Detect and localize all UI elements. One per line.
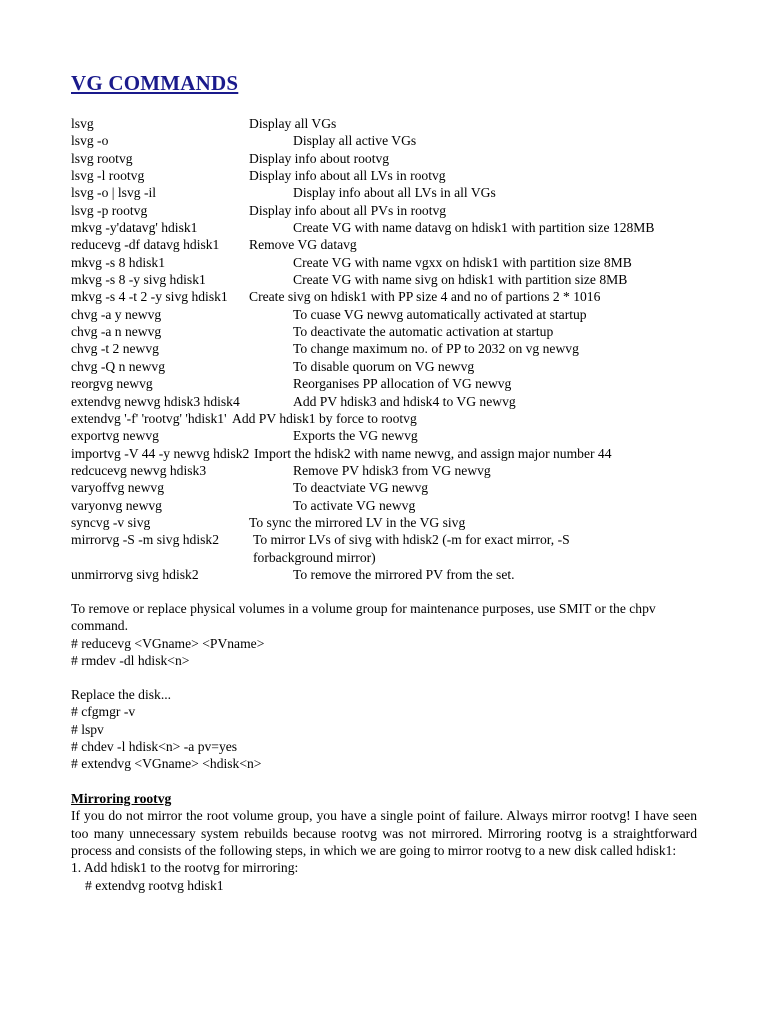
- replace-cmd: # reducevg <VGname> <PVname>: [71, 635, 265, 651]
- mirror-paragraph: If you do not mirror the root volume group, you have a single point of failure. Always mirror rootvg! I have seen too many unnecessary system rebuilds because rootvg was not mirrored. Mirroring rootvg is a straightforward process and consists of the following steps, in which we are going to mirror rootvg to a new disk called hdisk1:: [71, 808, 697, 859]
- command-name: mkvg -s 4 -t 2 -y sivg hdisk1: [71, 289, 228, 305]
- command-row: [71, 202, 711, 219]
- command-name: lsvg -p rootvg: [71, 202, 148, 218]
- command-name: lsvg: [71, 116, 94, 131]
- command-description: Add PV hdisk1 by force to rootvg: [232, 410, 417, 426]
- command-name: lsvg -l rootvg: [71, 168, 145, 184]
- command-row: [71, 323, 711, 340]
- command-name: chvg -t 2 newvg: [71, 341, 159, 357]
- command-row: [71, 340, 711, 357]
- command-table: [71, 115, 711, 583]
- replace-disk-cmd: # extendvg <VGname> <hdisk<n>: [71, 756, 262, 772]
- mirror-step: 1. Add hdisk1 to the rootvg for mirroring:: [71, 860, 299, 876]
- command-name: reducevg -df datavg hdisk1: [71, 237, 220, 253]
- command-row: [71, 393, 711, 410]
- command-name: importvg -V 44 -y newvg hdisk2: [71, 445, 250, 461]
- command-row: [71, 288, 711, 305]
- command-row: [71, 497, 711, 514]
- command-name: mkvg -s 8 hdisk1: [71, 254, 166, 270]
- command-description: Exports the VG newvg: [293, 428, 418, 444]
- page-title: VG COMMANDS: [71, 71, 239, 95]
- command-row: [71, 427, 711, 444]
- command-row: [71, 115, 711, 132]
- command-description: Add PV hdisk3 and hdisk4 to VG newvg: [293, 393, 516, 409]
- command-description: To change maximum no. of PP to 2032 on vg newvg: [293, 341, 579, 357]
- command-name: unmirrorvg sivg hdisk2: [71, 566, 199, 582]
- command-description: To deactviate VG newvg: [293, 480, 429, 496]
- command-name: mirrorvg -S -m sivg hdisk2: [71, 532, 220, 548]
- command-row: [71, 566, 711, 583]
- command-name: chvg -a y newvg: [71, 306, 162, 322]
- replace-cmd: # rmdev -dl hdisk<n>: [71, 653, 190, 669]
- command-description: To mirror LVs of sivg with hdisk2 (-m for exact mirror, -S forbackground mirror): [253, 532, 570, 565]
- replace-disk-cmd: # cfgmgr -v: [71, 704, 136, 720]
- command-description: Reorganises PP allocation of VG newvg: [293, 376, 512, 392]
- command-description: Display all active VGs: [293, 133, 417, 149]
- command-name: varyonvg newvg: [71, 497, 162, 513]
- command-name: extendvg newvg hdisk3 hdisk4: [71, 393, 240, 409]
- replace-section: [71, 600, 701, 669]
- mirror-section: [71, 790, 697, 894]
- command-description: Display info about all LVs in rootvg: [249, 168, 446, 184]
- command-row: [71, 445, 711, 462]
- command-name: mkvg -s 8 -y sivg hdisk1: [71, 272, 206, 288]
- command-row: [71, 306, 711, 323]
- command-description: Display info about rootvg: [249, 150, 390, 166]
- mirror-heading: Mirroring rootvg: [71, 791, 172, 806]
- command-name: redcucevg newvg hdisk3: [71, 462, 207, 478]
- command-name: lsvg -o: [71, 133, 109, 149]
- command-name: extendvg '-f' 'rootvg' 'hdisk1': [71, 410, 227, 426]
- command-description: Remove PV hdisk3 from VG newvg: [293, 462, 491, 478]
- command-row: [71, 462, 711, 479]
- replace-disk-label: Replace the disk...: [71, 687, 172, 702]
- command-row: [71, 132, 711, 149]
- command-row: [71, 531, 711, 566]
- replace-disk-cmd: # chdev -l hdisk<n> -a pv=yes: [71, 739, 238, 755]
- command-row: [71, 514, 711, 531]
- command-row: [71, 150, 711, 167]
- command-row: [71, 358, 711, 375]
- command-description: Create VG with name datavg on hdisk1 with partition size 128MB: [293, 220, 655, 236]
- replace-disk-cmd: # lspv: [71, 721, 104, 737]
- command-name: chvg -a n newvg: [71, 324, 162, 340]
- replace-disk-section: [71, 686, 701, 773]
- mirror-step-cmd: # extendvg rootvg hdisk1: [85, 877, 224, 893]
- command-row: [71, 375, 711, 392]
- command-row: [71, 219, 711, 236]
- command-name: chvg -Q n newvg: [71, 358, 166, 374]
- command-description: Remove VG datavg: [249, 237, 357, 253]
- replace-intro: To remove or replace physical volumes in a volume group for maintenance purposes, use SMIT or the chpv command.: [71, 601, 656, 634]
- command-name: exportvg newvg: [71, 428, 159, 444]
- command-description: Create VG with name sivg on hdisk1 with partition size 8MB: [293, 272, 628, 288]
- command-row: [71, 271, 711, 288]
- command-row: [71, 410, 711, 427]
- command-description: To remove the mirrored PV from the set.: [293, 566, 515, 582]
- command-description: Display all VGs: [249, 116, 337, 131]
- command-description: To activate VG newvg: [293, 497, 416, 513]
- command-description: To disable quorum on VG newvg: [293, 358, 475, 374]
- command-name: lsvg -o | lsvg -il: [71, 185, 157, 201]
- command-description: Display info about all PVs in rootvg: [249, 202, 447, 218]
- command-row: [71, 254, 711, 271]
- command-description: Create VG with name vgxx on hdisk1 with partition size 8MB: [293, 254, 632, 270]
- command-description: Display info about all LVs in all VGs: [293, 185, 496, 201]
- command-description: To sync the mirrored LV in the VG sivg: [249, 514, 466, 530]
- command-name: syncvg -v sivg: [71, 514, 151, 530]
- command-row: [71, 479, 711, 496]
- command-description: To deactivate the automatic activation at startup: [293, 324, 554, 340]
- command-description: Create sivg on hdisk1 with PP size 4 and no of partions 2 * 1016: [249, 289, 601, 305]
- command-row: [71, 184, 711, 201]
- command-name: varyoffvg newvg: [71, 480, 164, 496]
- command-row: [71, 167, 711, 184]
- command-description: Import the hdisk2 with name newvg, and assign major number 44: [254, 445, 612, 461]
- command-description: To cuase VG newvg automatically activated at startup: [293, 306, 587, 322]
- command-row: [71, 236, 711, 253]
- command-name: lsvg rootvg: [71, 150, 133, 166]
- command-name: reorgvg newvg: [71, 376, 153, 392]
- command-name: mkvg -y'datavg' hdisk1: [71, 220, 198, 236]
